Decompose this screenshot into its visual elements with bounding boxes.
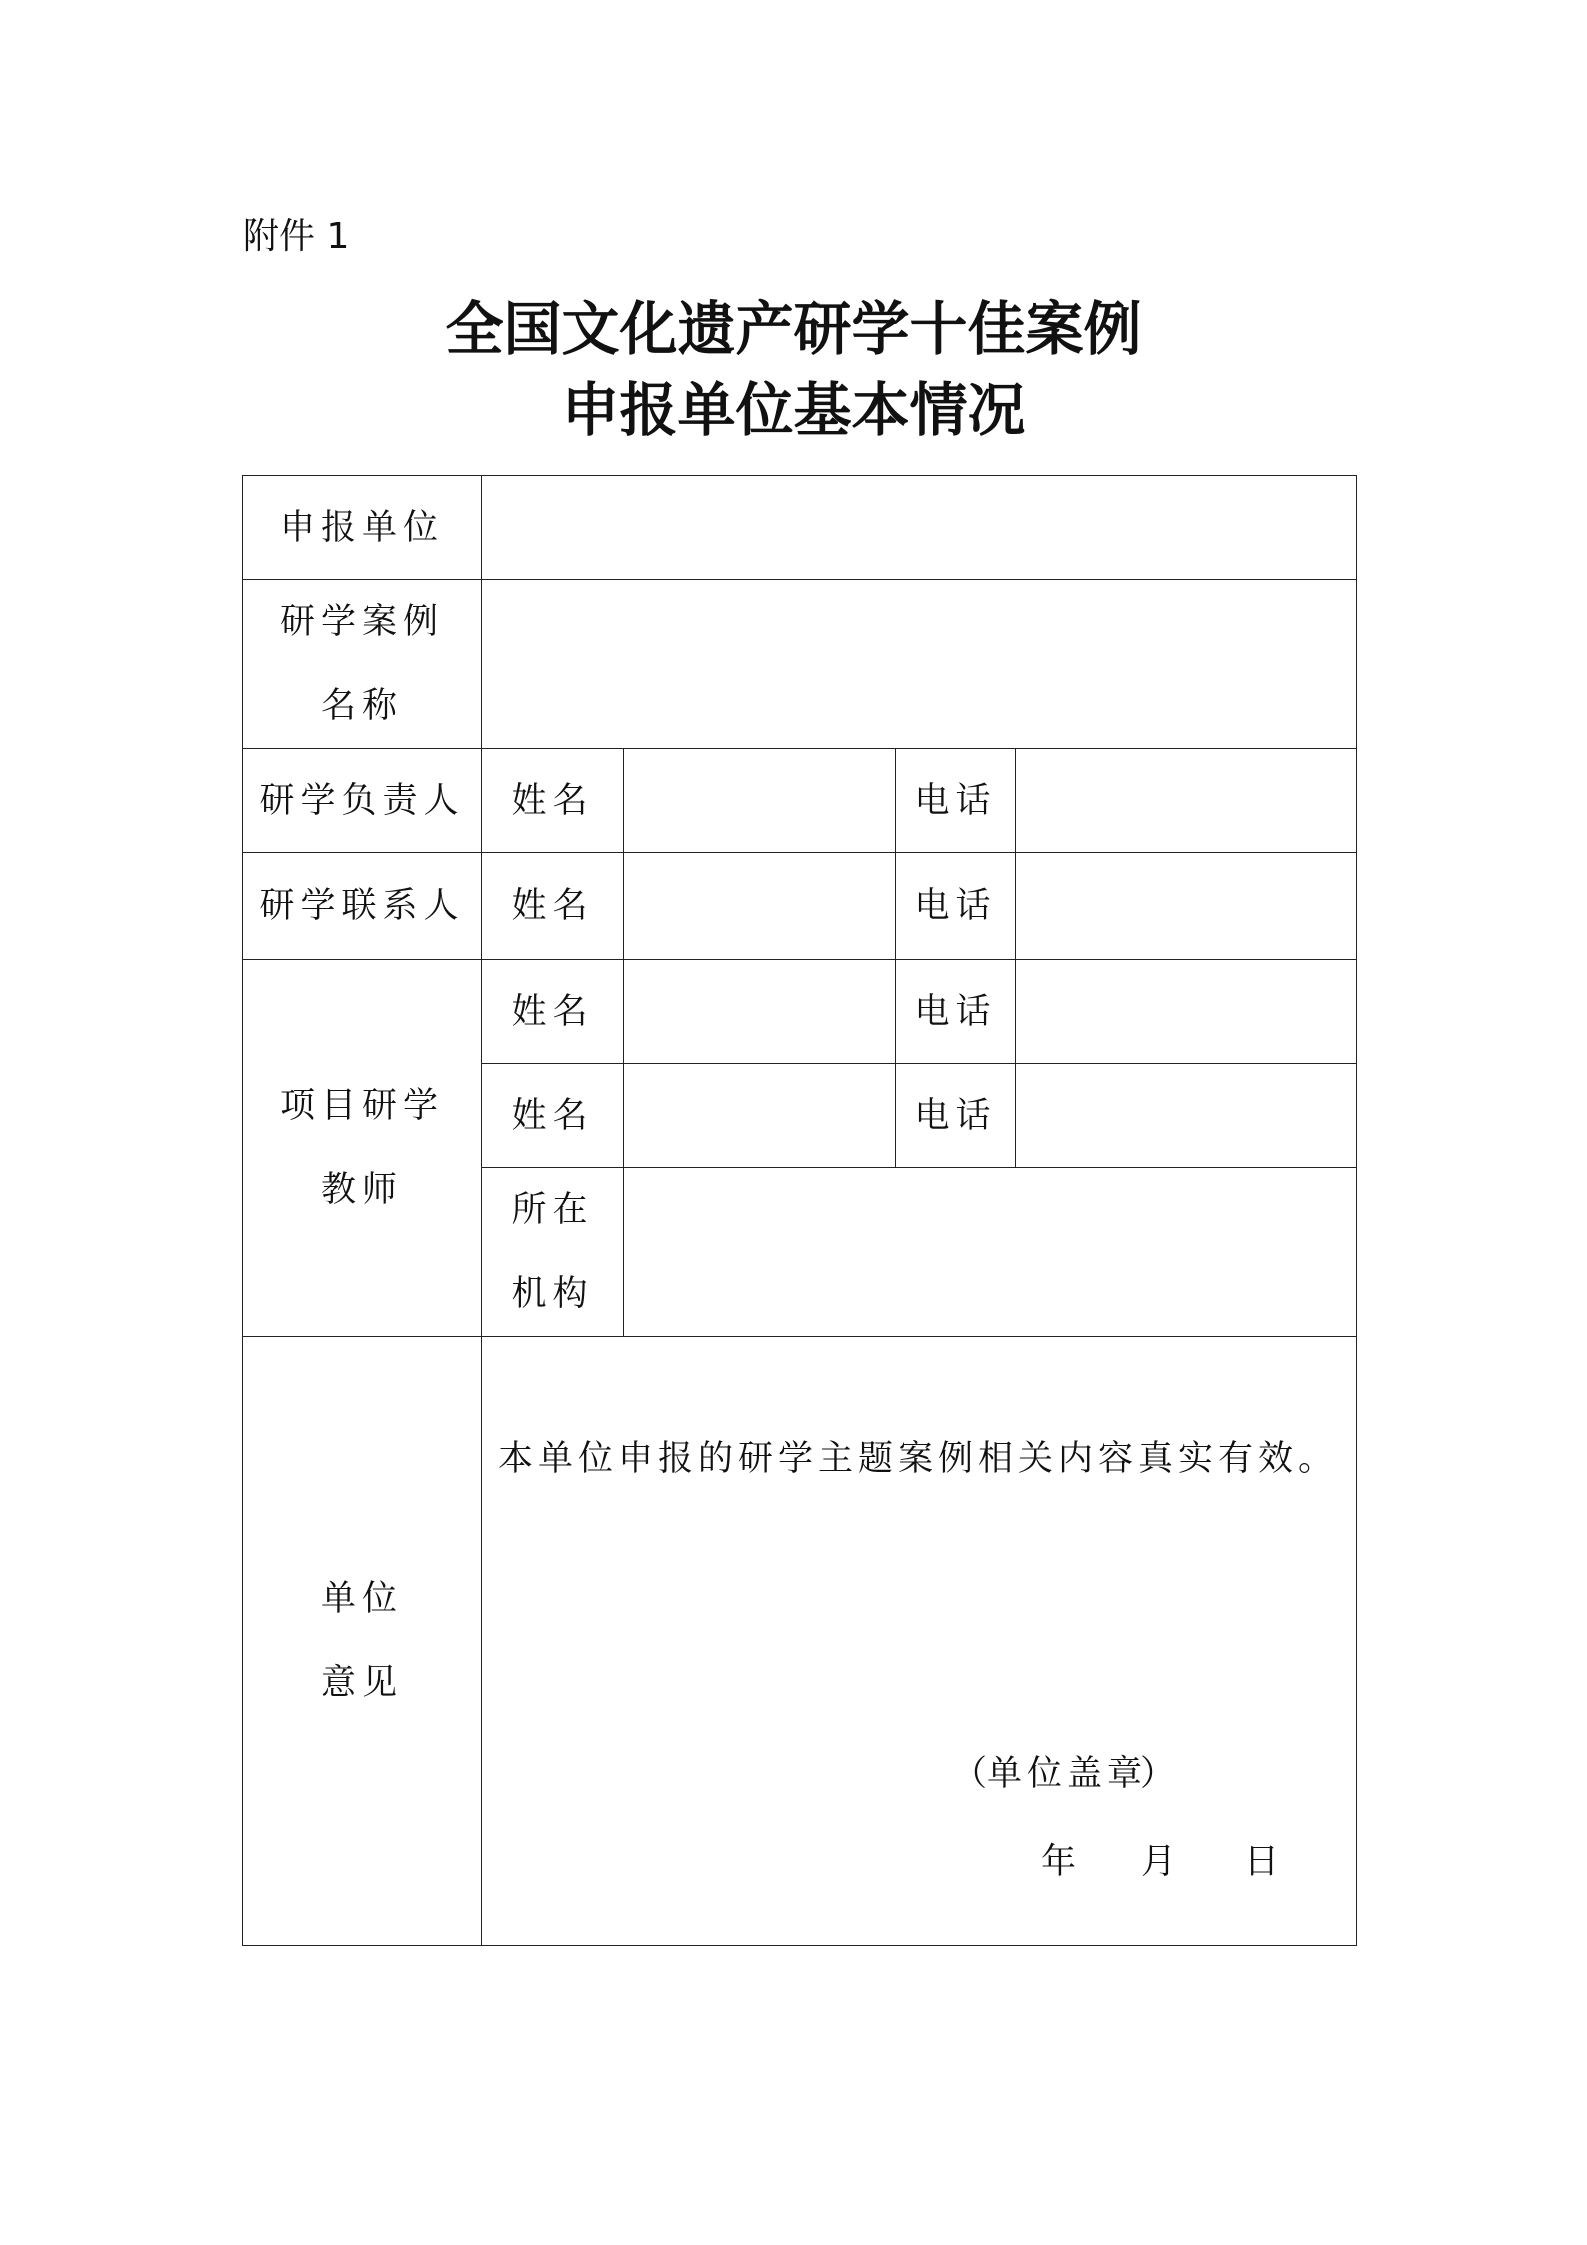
label-case-name <box>243 580 482 749</box>
form-row-case-name <box>243 580 1357 749</box>
seal-text: 单位盖章 <box>987 1754 1148 1794</box>
field-teacher2-name[interactable] <box>624 1064 896 1168</box>
label-institution <box>482 1168 624 1337</box>
attachment-label: 附件 1 <box>243 216 350 257</box>
declaration-statement: 本单位申报的研学主题案例相关内容真实有效。 <box>498 1439 1339 1479</box>
label-project-teacher <box>243 960 482 1337</box>
form-row-contact <box>243 853 1357 960</box>
label-teacher2-name: 姓名 <box>482 1064 624 1168</box>
label-contact-name: 姓名 <box>482 853 624 960</box>
form-row-opinion <box>243 1337 1357 1946</box>
label-case-name-line-1: 研学案例 <box>279 602 444 642</box>
label-project-teacher-line-1: 项目研学 <box>279 1086 444 1126</box>
label-project-teacher-line-2: 教师 <box>320 1170 403 1210</box>
field-case-name[interactable] <box>482 580 1357 749</box>
form-row-lead <box>243 749 1357 853</box>
label-contact-person: 研学联系人 <box>243 853 482 960</box>
label-case-name-line-2: 名称 <box>320 686 403 726</box>
seal-close-paren: ） <box>1140 1754 1181 1794</box>
label-unit-opinion-line-1: 单位 <box>320 1579 403 1619</box>
label-teacher1-name: 姓名 <box>482 960 624 1064</box>
label-institution-line-2: 机构 <box>511 1274 594 1314</box>
label-applicant-unit: 申报单位 <box>243 476 482 580</box>
label-lead-person: 研学负责人 <box>243 749 482 853</box>
field-teacher1-name[interactable] <box>624 960 896 1064</box>
label-lead-phone: 电话 <box>896 749 1016 853</box>
field-lead-name[interactable] <box>624 749 896 853</box>
seal-open-paren: （ <box>952 1754 993 1794</box>
field-contact-name[interactable] <box>624 853 896 960</box>
field-contact-phone[interactable] <box>1016 853 1357 960</box>
label-institution-line-1: 所在 <box>511 1190 594 1230</box>
date-month-label: 月 <box>1141 1842 1183 1882</box>
field-applicant-unit[interactable] <box>482 476 1357 580</box>
form-row-applicant <box>243 476 1357 580</box>
label-teacher2-phone: 电话 <box>896 1064 1016 1168</box>
label-unit-opinion <box>243 1337 482 1946</box>
date-day-label: 日 <box>1244 1842 1286 1882</box>
form-row-teacher-1 <box>243 960 1357 1064</box>
field-institution[interactable] <box>624 1168 1357 1337</box>
label-lead-name: 姓名 <box>482 749 624 853</box>
field-lead-phone[interactable] <box>1016 749 1357 853</box>
field-teacher2-phone[interactable] <box>1016 1064 1357 1168</box>
application-form-table <box>242 475 1357 1946</box>
label-unit-opinion-line-2: 意见 <box>320 1663 403 1703</box>
label-contact-phone: 电话 <box>896 853 1016 960</box>
date-year-label: 年 <box>1041 1842 1083 1882</box>
field-teacher1-phone[interactable] <box>1016 960 1357 1064</box>
label-teacher1-phone: 电话 <box>896 960 1016 1064</box>
field-unit-opinion[interactable] <box>482 1337 1357 1946</box>
document-title-line-2: 申报单位基本情况 <box>561 376 1026 444</box>
document-title-line-1: 全国文化遗产研学十佳案例 <box>445 295 1142 363</box>
